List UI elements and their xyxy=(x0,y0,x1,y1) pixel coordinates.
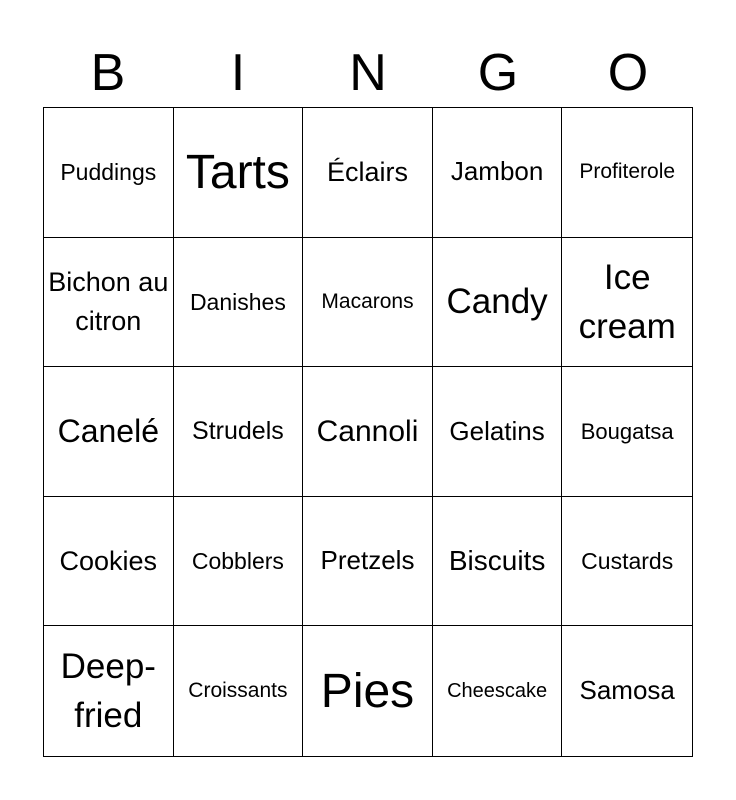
header-letter-n: N xyxy=(349,44,387,102)
bingo-cell: Éclairs xyxy=(303,108,433,238)
bingo-cell: Candy xyxy=(433,238,563,368)
header-letter-o: O xyxy=(607,44,649,102)
bingo-cell: Profiterole xyxy=(562,108,692,238)
bingo-cell: Cookies xyxy=(44,497,174,627)
bingo-cell: Strudels xyxy=(174,367,304,497)
bingo-cell: Tarts xyxy=(174,108,304,238)
bingo-cell: Bichon au citron xyxy=(44,238,174,368)
bingo-cell: Deep-fried xyxy=(44,626,174,756)
bingo-cell: Puddings xyxy=(44,108,174,238)
bingo-header xyxy=(43,40,693,106)
bingo-cell: Croissants xyxy=(174,626,304,756)
header-letter-g: G xyxy=(477,44,519,102)
bingo-cell: Danishes xyxy=(174,238,304,368)
header-letter-i: I xyxy=(230,44,246,102)
bingo-board xyxy=(43,107,693,757)
bingo-cell: Ice cream xyxy=(562,238,692,368)
bingo-cell: Macarons xyxy=(303,238,433,368)
bingo-cell: Pies xyxy=(303,626,433,756)
bingo-cell: Bougatsa xyxy=(562,367,692,497)
header-letter-b: B xyxy=(90,44,126,102)
bingo-cell: Biscuits xyxy=(433,497,563,627)
bingo-cell: Gelatins xyxy=(433,367,563,497)
bingo-cell: Cannoli xyxy=(303,367,433,497)
bingo-cell: Jambon xyxy=(433,108,563,238)
bingo-cell: Canelé xyxy=(44,367,174,497)
bingo-cell: Pretzels xyxy=(303,497,433,627)
bingo-cell: Samosa xyxy=(579,675,675,706)
bingo-cell: Custards xyxy=(562,497,692,627)
bingo-cell: Cheescake xyxy=(433,626,563,756)
bingo-cell: Cobblers xyxy=(174,497,304,627)
